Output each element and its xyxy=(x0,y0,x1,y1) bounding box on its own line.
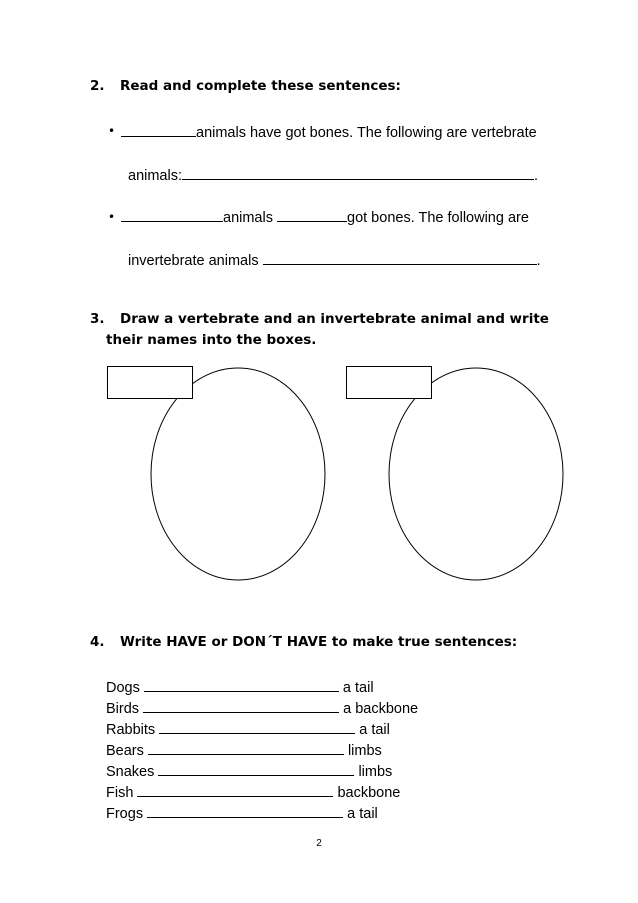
item-ending: a tail xyxy=(359,722,390,738)
q4-number: 4. xyxy=(90,634,105,650)
item-ending: a tail xyxy=(347,806,378,822)
q2-s1-part2: animals: xyxy=(128,168,182,184)
q2-s2-part3: invertebrate animals xyxy=(128,253,259,269)
item-ending: backbone xyxy=(337,785,401,801)
vertebrate-name-box[interactable] xyxy=(107,366,193,399)
invertebrate-name-box[interactable] xyxy=(346,366,432,399)
q4-title: Write HAVE or DON´T HAVE to make true sentences: xyxy=(120,634,518,650)
list-item xyxy=(106,761,392,780)
item-ending: a tail xyxy=(342,680,374,696)
q3-title-line1: Draw a vertebrate and an invertebrate animal and write xyxy=(120,311,549,327)
blank-field[interactable] xyxy=(144,677,339,692)
q3-title-line2: their names into the boxes. xyxy=(106,332,317,348)
item-ending: limbs xyxy=(347,743,382,759)
blank-field[interactable] xyxy=(148,740,344,755)
item-subject: Birds xyxy=(106,701,140,717)
q2-number: 2. xyxy=(90,78,105,94)
blank-field[interactable] xyxy=(137,782,333,797)
vertebrate-drawing-circle[interactable] xyxy=(151,368,325,580)
item-subject: Frogs xyxy=(106,806,144,822)
list-item xyxy=(106,803,378,822)
item-subject: Snakes xyxy=(106,764,155,780)
blank-field[interactable] xyxy=(159,719,355,734)
q4-heading xyxy=(90,634,517,650)
q2-s1-part1: animals have got bones. The following are vertebrate xyxy=(196,125,537,141)
item-subject: Bears xyxy=(106,743,144,759)
item-subject: Fish xyxy=(106,785,134,801)
q3-number: 3. xyxy=(90,311,105,327)
list-item xyxy=(106,782,400,801)
item-subject: Dogs xyxy=(106,680,140,696)
blank-field[interactable] xyxy=(143,698,339,713)
q2-s1-end: . xyxy=(534,168,539,184)
list-item xyxy=(106,740,382,759)
bullet-icon: • xyxy=(108,124,116,138)
q2-s2-part2: got bones. The following are xyxy=(347,210,529,226)
blank-field[interactable] xyxy=(158,761,354,776)
invertebrate-drawing-circle[interactable] xyxy=(389,368,563,580)
list-item xyxy=(106,719,390,738)
bullet-icon: • xyxy=(108,210,116,224)
item-ending: a backbone xyxy=(343,701,419,717)
list-item xyxy=(106,677,374,696)
list-item xyxy=(106,698,418,717)
q2-s2-end: . xyxy=(536,253,541,269)
item-ending: limbs xyxy=(358,764,393,780)
item-subject: Rabbits xyxy=(106,722,156,738)
blank-field[interactable] xyxy=(147,803,343,818)
page-number: 2 xyxy=(316,838,322,849)
q2-s2-part1: animals xyxy=(223,210,273,226)
q2-title: Read and complete these sentences: xyxy=(120,78,401,94)
